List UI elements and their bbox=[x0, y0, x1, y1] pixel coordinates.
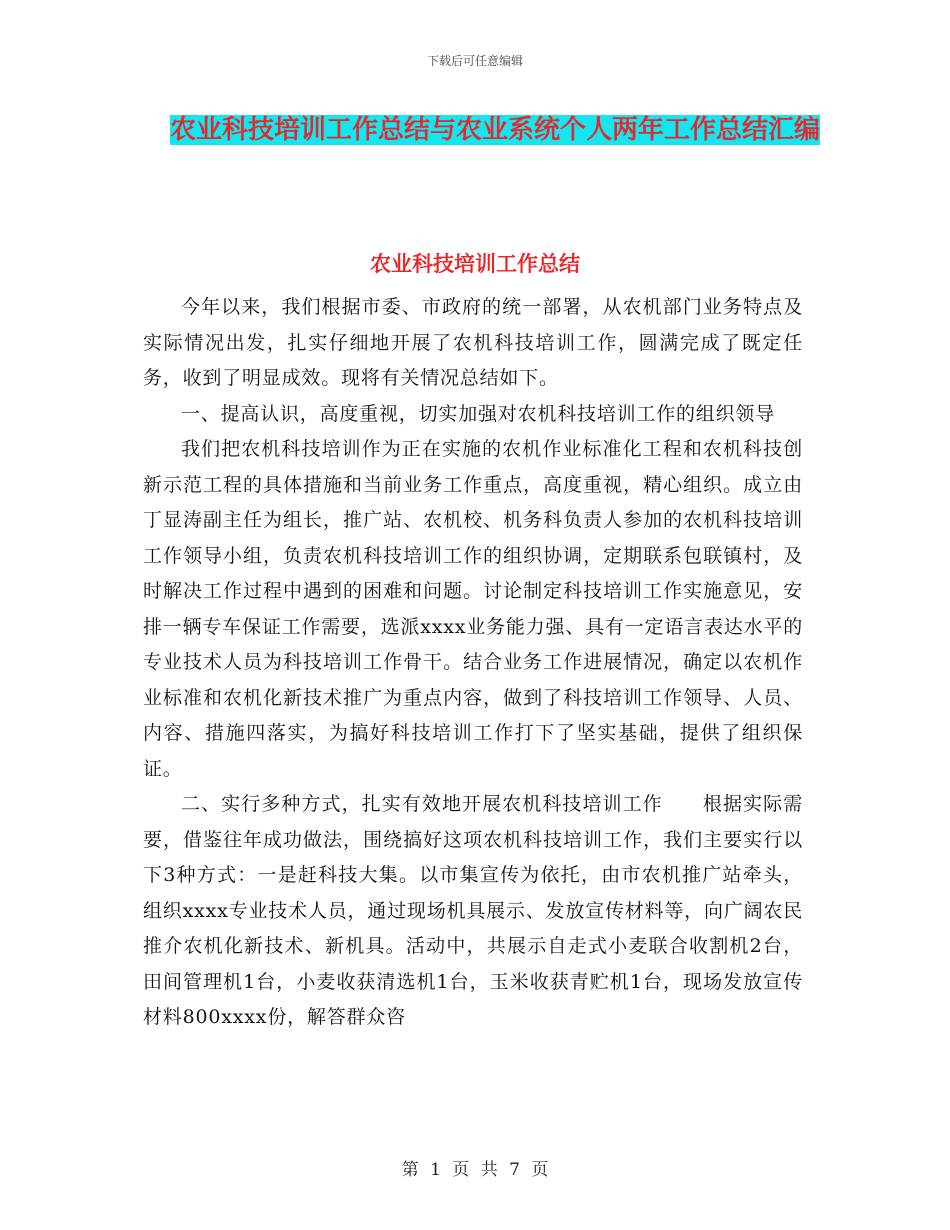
body-heading-one: 一、提高认识，高度重视，切实加强对农机科技培训工作的组织领导 bbox=[181, 402, 776, 425]
header-note: 下载后可任意编辑 bbox=[426, 54, 523, 68]
page-number-footer: 第 1 页 共 7 页 bbox=[401, 1160, 549, 1180]
body-paragraph-methods: 二、实行多种方式，扎实有效地开展农机科技培训工作 根据实际需要，借鉴往年成功做法，围绕搞好这项农机科技培训工作，我们主要实行以下3种方式：一是赶科技大集。以市集宣传为依托，由市农机推广站牵头，组织xxxx专业技术人员，通过现场机具展示、发放宣传材料等，向广阔农民推介农机化新技术、新机具。活动中，共展示自走式小麦联合收割机2台，田间管理机1台，小麦收获清选机1台，玉米收获青贮机1台，现场发放宣传材料800xxxx份，解答群众咨 bbox=[143, 793, 803, 1028]
body-paragraph-intro: 今年以来，我们根据市委、市政府的统一部署，从农机部门业务特点及实际情况出发，扎实仔细地开展了农机科技培训工作，圆满完成了既定任务，收到了明显成效。现将有关情况总结如下。 bbox=[143, 296, 803, 389]
section-title: 农业科技培训工作总结 bbox=[370, 251, 580, 276]
document-title bbox=[150, 108, 840, 152]
document-title-highlight: 农业科技培训工作总结与农业系统个人两年工作总结汇编 bbox=[169, 115, 820, 145]
document-body bbox=[143, 290, 803, 1036]
body-paragraph-organization: 我们把农机科技培训作为正在实施的农机作业标准化工程和农机科技创新示范工程的具体措施和当前业务工作重点，高度重视，精心组织。成立由丁显涛副主任为组长，推广站、农机校、机务科负责人参加的农机科技培训工作领导小组，负责农机科技培训工作的组织协调，定期联系包联镇村，及时解决工作过程中遇到的困难和问题。讨论制定科技培训工作实施意见，安排一辆专车保证工作需要，选派xxxx业务能力强、具有一定语言表达水平的专业技术人员为科技培训工作骨干。结合业务工作进展情况，确定以农机作业标准和农机化新技术推广为重点内容，做到了科技培训工作领导、人员、内容、措施四落实，为搞好科技培训工作打下了坚实基础，提供了组织保证。 bbox=[143, 438, 803, 780]
